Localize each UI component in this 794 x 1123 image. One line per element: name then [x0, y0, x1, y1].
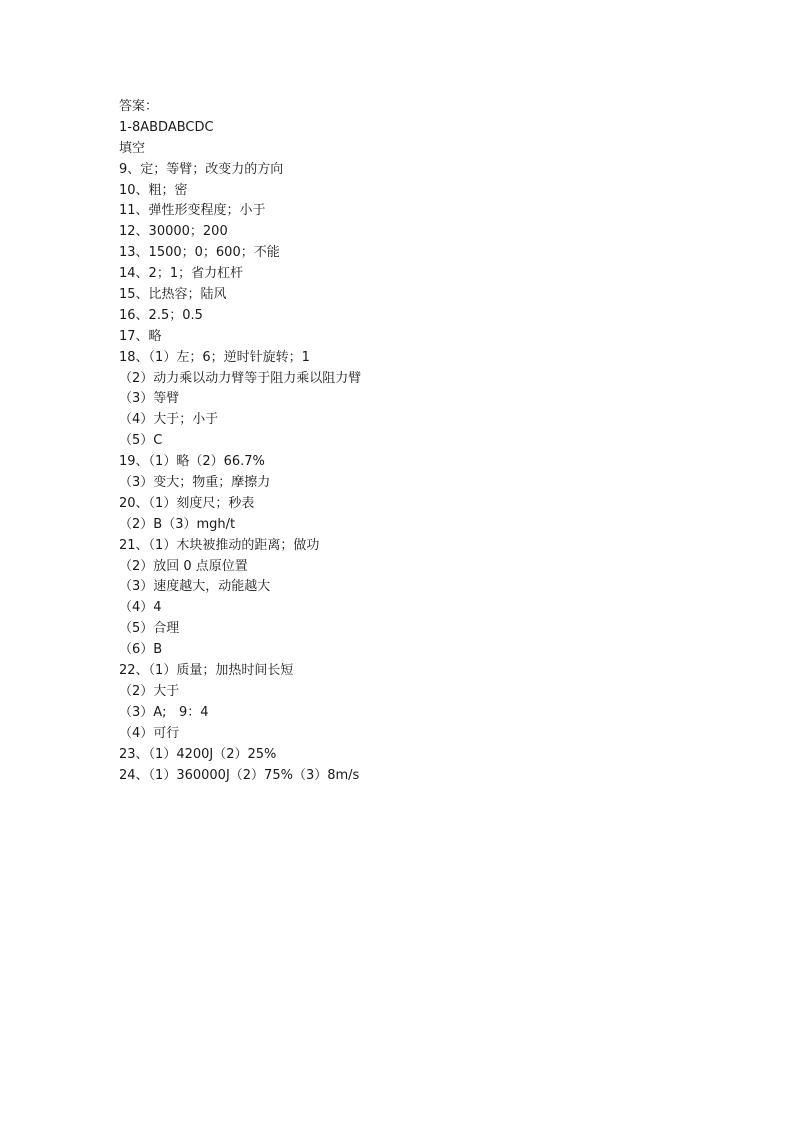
answer-line: 12、30000；200: [119, 224, 228, 240]
answer-line: （2）B（3）mgh/t: [119, 516, 236, 532]
answer-line: （2）大于: [119, 683, 180, 699]
answer-line: 15、比热容；陆风: [119, 287, 227, 303]
answer-line: （3）A; 9：4: [119, 704, 209, 720]
answer-line: 23、（1）4200J（2）25%: [119, 746, 277, 762]
answer-line: （4）4: [119, 600, 162, 616]
answer-line: （3）变大；物重；摩擦力: [119, 475, 271, 491]
answer-line: 24、（1）360000J（2）75%（3）8m/s: [119, 767, 360, 783]
answer-line: 14、2；1；省力杠杆: [119, 266, 244, 282]
answer-line: 19、（1）略（2）66.7%: [119, 454, 265, 470]
section-heading: 填空: [119, 140, 146, 156]
answer-line: 18、（1）左；6；逆时针旋转；1: [119, 349, 310, 365]
answer-line: （2）动力乘以动力臂等于阻力乘以阻力臂: [119, 370, 362, 386]
answer-line: 17、略: [119, 328, 162, 344]
answer-line: 20、（1）刻度尺；秒表: [119, 495, 255, 511]
answer-line: （5）C: [119, 433, 163, 449]
answer-line: （2）放回 0 点原位置: [119, 558, 248, 574]
answer-line: （4）可行: [119, 725, 180, 741]
answer-line: 11、弹性形变程度；小于: [119, 203, 266, 219]
answer-line: 10、粗；密: [119, 182, 188, 198]
answer-line: 22、（1）质量；加热时间长短: [119, 663, 294, 679]
answer-line: 16、2.5；0.5: [119, 307, 203, 323]
answer-header: 答案：: [119, 99, 159, 114]
answer-line: 1-8ABDABCDC: [119, 119, 214, 135]
answer-line: 13、1500；0；600；不能: [119, 245, 280, 261]
answer-line: （6）B: [119, 642, 163, 658]
answer-line: 9、定；等臂；改变力的方向: [119, 161, 284, 177]
answer-line: （4）大于；小于: [119, 412, 219, 428]
answer-list: [119, 97, 361, 786]
answer-line: （5）合理: [119, 621, 180, 637]
answer-line: 21、（1）木块被推动的距离；做功: [119, 537, 320, 553]
answer-line: （3）等臂: [119, 391, 180, 407]
answer-line: （3）速度越大，动能越大: [119, 579, 271, 595]
